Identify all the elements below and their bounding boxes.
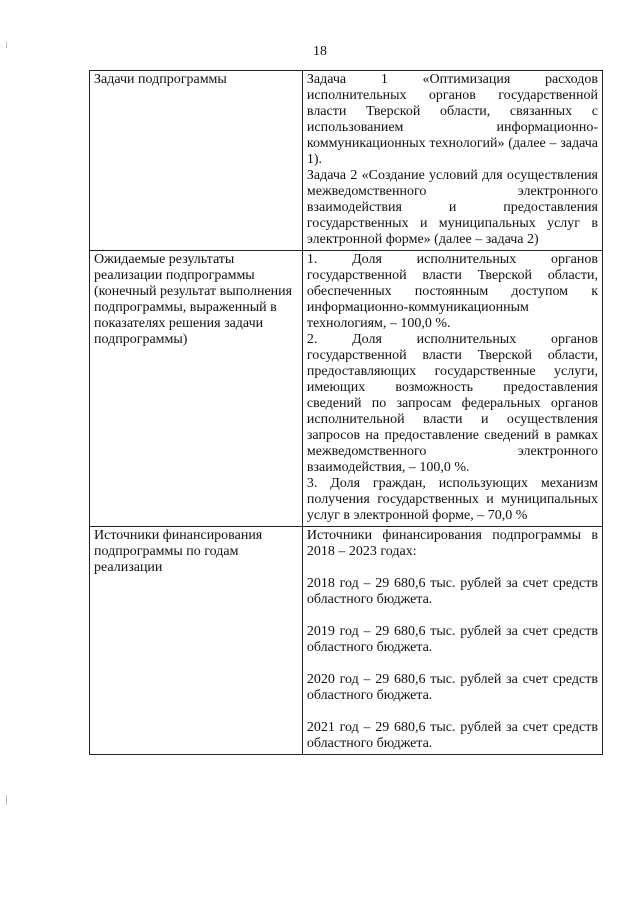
row-label-expected-results: Ожидаемые результаты реализации подпрограммы (конечный результат выполнения подпрограммы, выраженный в показателях решения задачи подпрограммы)	[90, 251, 303, 527]
funding-year-2018-paragraph: 2018 год – 29 680,6 тыс. рублей за счет средств областного бюджета.	[306, 576, 598, 607]
row-content-expected-results	[302, 251, 602, 527]
task-2-paragraph: Задача 2 «Создание условий для осуществления межведомственного электронного взаимодействия и предоставления государственных и муниципальных услуг в электронной форме» (далее – задача 2)	[306, 168, 598, 247]
funding-year-2020-paragraph: 2020 год – 29 680,6 тыс. рублей за счет средств областного бюджета.	[306, 672, 598, 703]
page-number: 18	[313, 44, 327, 59]
result-3-paragraph: 3. Доля граждан, использующих механизм получения государственных и муниципальных услуг в электронной форме, – 70,0 %	[306, 476, 598, 523]
margin-scan-mark	[6, 42, 7, 48]
margin-scan-mark	[6, 795, 7, 805]
task-1-paragraph: Задача 1 «Оптимизация расходов исполнительных органов государственной власти Тверской области, связанных с использованием информационно-коммуникационных технологий» (далее – задача 1).	[306, 72, 598, 167]
result-2-paragraph: 2. Доля исполнительных органов государственной власти Тверской области, предоставляющих государственные услуги, имеющих возможность предоставления сведений по запросам федеральных органов исполнительной власти и осуществления запросов на предоставление сведений в рамках межведомственного электронного взаимодействия, – 100,0 %.	[306, 332, 598, 475]
row-label-tasks: Задачи подпрограммы	[90, 71, 303, 251]
row-label-funding-sources: Источники финансирования подпрограммы по годам реализации	[90, 527, 303, 755]
funding-intro-paragraph: Источники финансирования подпрограммы в 2018 – 2023 годах:	[306, 528, 598, 559]
table-row-funding-sources	[90, 527, 603, 755]
row-content-tasks	[302, 71, 602, 251]
subprogram-passport-table	[89, 70, 603, 755]
funding-year-2019-paragraph: 2019 год – 29 680,6 тыс. рублей за счет средств областного бюджета.	[306, 624, 598, 655]
row-content-funding-sources	[302, 527, 602, 755]
result-1-paragraph: 1. Доля исполнительных органов государственной власти Тверской области, обеспеченных постоянным доступом к информационно-коммуникационным технологиям, – 100,0 %.	[306, 252, 598, 331]
funding-year-2021-paragraph: 2021 год – 29 680,6 тыс. рублей за счет средств областного бюджета.	[306, 720, 598, 751]
table-row-expected-results	[90, 251, 603, 527]
table-row-tasks	[90, 71, 603, 251]
